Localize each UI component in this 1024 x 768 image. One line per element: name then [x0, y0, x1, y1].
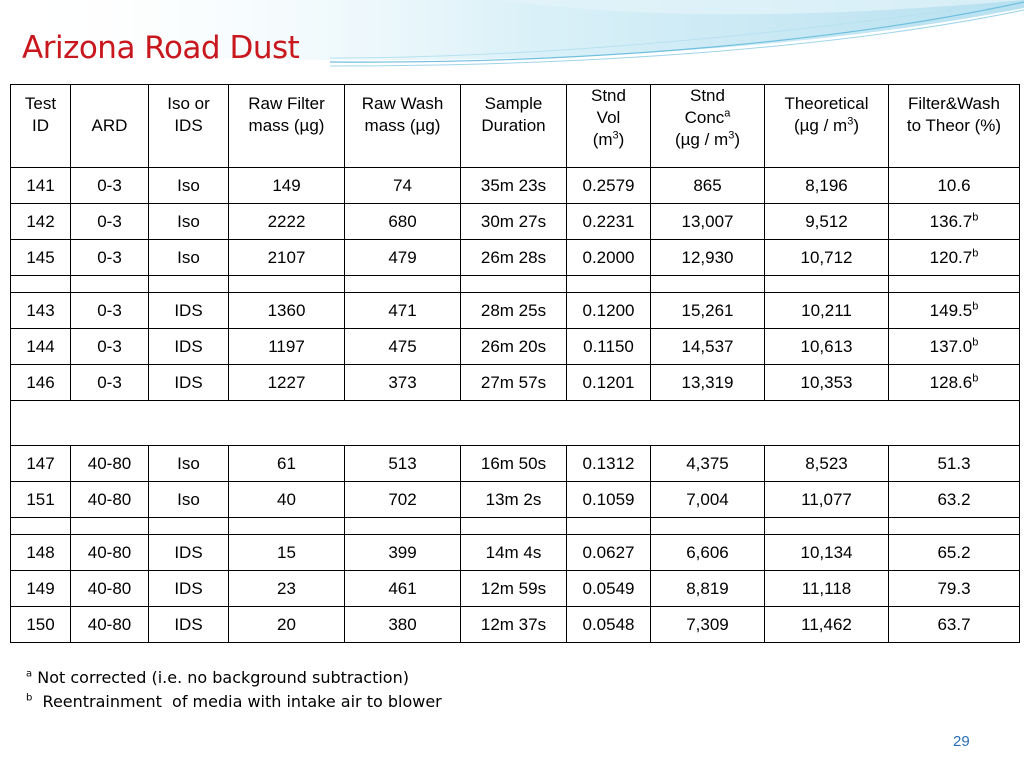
header-stnd-vol: Stnd Vol $(m^3)$: [567, 85, 651, 168]
cell-stnd-vol: 0.2579: [567, 168, 651, 204]
spacer-cell: [889, 276, 1020, 293]
header-test-id: Test ID: [11, 85, 71, 168]
cell-stnd-conc: 7,004: [651, 482, 765, 518]
cell-raw-wash-mass: 479: [345, 240, 461, 276]
cell-ard: 40-80: [71, 571, 149, 607]
cell-raw-filter-mass: 1360: [229, 293, 345, 329]
cell-raw-wash-mass: 373: [345, 365, 461, 401]
spacer-cell: [651, 276, 765, 293]
cell-raw-filter-mass: 2107: [229, 240, 345, 276]
cell-theoretical: 10,613: [765, 329, 889, 365]
table-row: [11, 204, 1020, 240]
cell-test-id: 143: [11, 293, 71, 329]
cell-iso-or-ids: IDS: [149, 329, 229, 365]
cell-ard: 40-80: [71, 446, 149, 482]
cell-ard: 0-3: [71, 293, 149, 329]
cell-stnd-conc: 7,309: [651, 607, 765, 643]
cell-raw-wash-mass: 513: [345, 446, 461, 482]
cell-ard: 0-3: [71, 204, 149, 240]
cell-stnd-conc: 865: [651, 168, 765, 204]
spacer-row: [11, 518, 1020, 535]
cell-stnd-vol: 0.0627: [567, 535, 651, 571]
cell-test-id: 145: [11, 240, 71, 276]
cell-theoretical: 9,512: [765, 204, 889, 240]
header-stnd-conc: Stnd Conc$^a$ $(\mu g / m^3)$: [651, 85, 765, 168]
spacer-cell: [567, 276, 651, 293]
spacer-cell: [11, 518, 71, 535]
cell-sample-duration: 12m 59s: [461, 571, 567, 607]
cell-sample-duration: 26m 20s: [461, 329, 567, 365]
cell-stnd-vol: 0.2000: [567, 240, 651, 276]
cell-stnd-vol: 0.1312: [567, 446, 651, 482]
cell-raw-wash-mass: 461: [345, 571, 461, 607]
cell-stnd-vol: 0.0549: [567, 571, 651, 607]
header-raw-wash-mass: Raw Wash mass (µg): [345, 85, 461, 168]
spacer-cell: [149, 276, 229, 293]
cell-filter-wash-to-theor: 120.7$^b$: [889, 240, 1020, 276]
cell-stnd-vol: 0.1059: [567, 482, 651, 518]
spacer-cell: [71, 276, 149, 293]
cell-theoretical: 10,353: [765, 365, 889, 401]
cell-raw-wash-mass: 471: [345, 293, 461, 329]
cell-raw-wash-mass: 475: [345, 329, 461, 365]
cell-ard: 40-80: [71, 482, 149, 518]
cell-filter-wash-to-theor: 79.3: [889, 571, 1020, 607]
spacer-cell: [765, 276, 889, 293]
cell-iso-or-ids: Iso: [149, 446, 229, 482]
cell-theoretical: 10,134: [765, 535, 889, 571]
table-row: [11, 607, 1020, 643]
cell-raw-filter-mass: 1227: [229, 365, 345, 401]
table-row: [11, 571, 1020, 607]
cell-test-id: 149: [11, 571, 71, 607]
header-sample-duration: Sample Duration: [461, 85, 567, 168]
section-separator-row: [11, 401, 1020, 446]
cell-sample-duration: 16m 50s: [461, 446, 567, 482]
table-row: [11, 293, 1020, 329]
cell-stnd-conc: 8,819: [651, 571, 765, 607]
spacer-cell: [345, 276, 461, 293]
cell-ard: 0-3: [71, 168, 149, 204]
cell-filter-wash-to-theor: 10.6: [889, 168, 1020, 204]
cell-sample-duration: 28m 25s: [461, 293, 567, 329]
spacer-cell: [651, 518, 765, 535]
cell-test-id: 144: [11, 329, 71, 365]
cell-sample-duration: 14m 4s: [461, 535, 567, 571]
cell-iso-or-ids: IDS: [149, 293, 229, 329]
cell-test-id: 148: [11, 535, 71, 571]
spacer-cell: [461, 518, 567, 535]
cell-filter-wash-to-theor: 128.6$^b$: [889, 365, 1020, 401]
cell-raw-filter-mass: 149: [229, 168, 345, 204]
cell-stnd-vol: 0.1150: [567, 329, 651, 365]
cell-stnd-vol: 0.1200: [567, 293, 651, 329]
cell-stnd-vol: 0.2231: [567, 204, 651, 240]
cell-raw-filter-mass: 15: [229, 535, 345, 571]
cell-sample-duration: 35m 23s: [461, 168, 567, 204]
spacer-row: [11, 276, 1020, 293]
cell-theoretical: 8,196: [765, 168, 889, 204]
footnote-b: [26, 692, 442, 711]
cell-stnd-conc: 6,606: [651, 535, 765, 571]
cell-iso-or-ids: IDS: [149, 535, 229, 571]
header-theoretical: Theoretical $(\mu g / m^3)$: [765, 85, 889, 168]
cell-ard: 0-3: [71, 365, 149, 401]
cell-filter-wash-to-theor: 63.2: [889, 482, 1020, 518]
cell-raw-filter-mass: 1197: [229, 329, 345, 365]
cell-theoretical: 10,712: [765, 240, 889, 276]
cell-iso-or-ids: IDS: [149, 365, 229, 401]
cell-stnd-vol: 0.1201: [567, 365, 651, 401]
table-row: [11, 482, 1020, 518]
cell-iso-or-ids: IDS: [149, 571, 229, 607]
cell-stnd-conc: 14,537: [651, 329, 765, 365]
spacer-cell: [889, 518, 1020, 535]
table-row: [11, 329, 1020, 365]
cell-test-id: 141: [11, 168, 71, 204]
header-iso-or-ids: Iso or IDS: [149, 85, 229, 168]
footnote-mark: a: [26, 668, 33, 680]
cell-test-id: 151: [11, 482, 71, 518]
cell-raw-wash-mass: 380: [345, 607, 461, 643]
cell-iso-or-ids: Iso: [149, 240, 229, 276]
table-header-row: [11, 85, 1020, 168]
cell-iso-or-ids: Iso: [149, 168, 229, 204]
cell-theoretical: 11,118: [765, 571, 889, 607]
spacer-cell: [461, 276, 567, 293]
footnote-ref: b: [972, 210, 979, 223]
spacer-cell: [229, 518, 345, 535]
cell-filter-wash-to-theor: 51.3: [889, 446, 1020, 482]
cell-raw-wash-mass: 399: [345, 535, 461, 571]
cell-filter-wash-to-theor: 136.7$^b$: [889, 204, 1020, 240]
cell-theoretical: 10,211: [765, 293, 889, 329]
spacer-cell: [71, 518, 149, 535]
cell-ard: 0-3: [71, 240, 149, 276]
cell-raw-filter-mass: 20: [229, 607, 345, 643]
cell-sample-duration: 26m 28s: [461, 240, 567, 276]
cell-sample-duration: 12m 37s: [461, 607, 567, 643]
cell-theoretical: 11,077: [765, 482, 889, 518]
cell-test-id: 146: [11, 365, 71, 401]
spacer-cell: [149, 518, 229, 535]
header-raw-filter-mass: Raw Filter mass (µg): [229, 85, 345, 168]
footnote-a: [26, 668, 409, 687]
page-title: Arizona Road Dust: [22, 30, 300, 66]
cell-stnd-conc: 13,319: [651, 365, 765, 401]
cell-sample-duration: 27m 57s: [461, 365, 567, 401]
cell-raw-filter-mass: 40: [229, 482, 345, 518]
spacer-cell: [229, 276, 345, 293]
cell-stnd-conc: 13,007: [651, 204, 765, 240]
spacer-cell: [11, 276, 71, 293]
cell-raw-wash-mass: 702: [345, 482, 461, 518]
cell-raw-filter-mass: 23: [229, 571, 345, 607]
cell-stnd-conc: 15,261: [651, 293, 765, 329]
footnote-ref: b: [972, 335, 979, 348]
cell-filter-wash-to-theor: 63.7: [889, 607, 1020, 643]
header-ard: ARD: [71, 85, 149, 168]
cell-iso-or-ids: IDS: [149, 607, 229, 643]
cell-test-id: 147: [11, 446, 71, 482]
cell-raw-filter-mass: 2222: [229, 204, 345, 240]
footnote-ref: b: [972, 371, 979, 384]
cell-iso-or-ids: Iso: [149, 204, 229, 240]
cell-test-id: 142: [11, 204, 71, 240]
cell-raw-wash-mass: 680: [345, 204, 461, 240]
footnote-text: Reentrainment of media with intake air to blower: [37, 692, 442, 711]
results-table: [10, 84, 1020, 643]
table-row: [11, 446, 1020, 482]
cell-stnd-vol: 0.0548: [567, 607, 651, 643]
cell-ard: 40-80: [71, 535, 149, 571]
cell-theoretical: 8,523: [765, 446, 889, 482]
cell-stnd-conc: 4,375: [651, 446, 765, 482]
table-row: [11, 365, 1020, 401]
cell-test-id: 150: [11, 607, 71, 643]
cell-iso-or-ids: Iso: [149, 482, 229, 518]
spacer-cell: [345, 518, 461, 535]
header-filter-wash-to-theor: Filter&Wash to Theor (%): [889, 85, 1020, 168]
spacer-cell: [765, 518, 889, 535]
cell-ard: 40-80: [71, 607, 149, 643]
table-row: [11, 240, 1020, 276]
spacer-cell: [567, 518, 651, 535]
footnote-ref: b: [972, 246, 979, 259]
cell-filter-wash-to-theor: 65.2: [889, 535, 1020, 571]
table-row: [11, 168, 1020, 204]
cell-sample-duration: 30m 27s: [461, 204, 567, 240]
separator-cell: [11, 401, 1020, 446]
cell-ard: 0-3: [71, 329, 149, 365]
footnote-text: Not corrected (i.e. no background subtraction): [37, 668, 409, 687]
cell-raw-wash-mass: 74: [345, 168, 461, 204]
cell-sample-duration: 13m 2s: [461, 482, 567, 518]
cell-raw-filter-mass: 61: [229, 446, 345, 482]
cell-filter-wash-to-theor: 137.0$^b$: [889, 329, 1020, 365]
footnote-mark: b: [26, 692, 33, 704]
cell-stnd-conc: 12,930: [651, 240, 765, 276]
page-number: 29: [953, 733, 970, 750]
table-row: [11, 535, 1020, 571]
footnote-ref: b: [972, 299, 979, 312]
cell-theoretical: 11,462: [765, 607, 889, 643]
cell-filter-wash-to-theor: 149.5$^b$: [889, 293, 1020, 329]
